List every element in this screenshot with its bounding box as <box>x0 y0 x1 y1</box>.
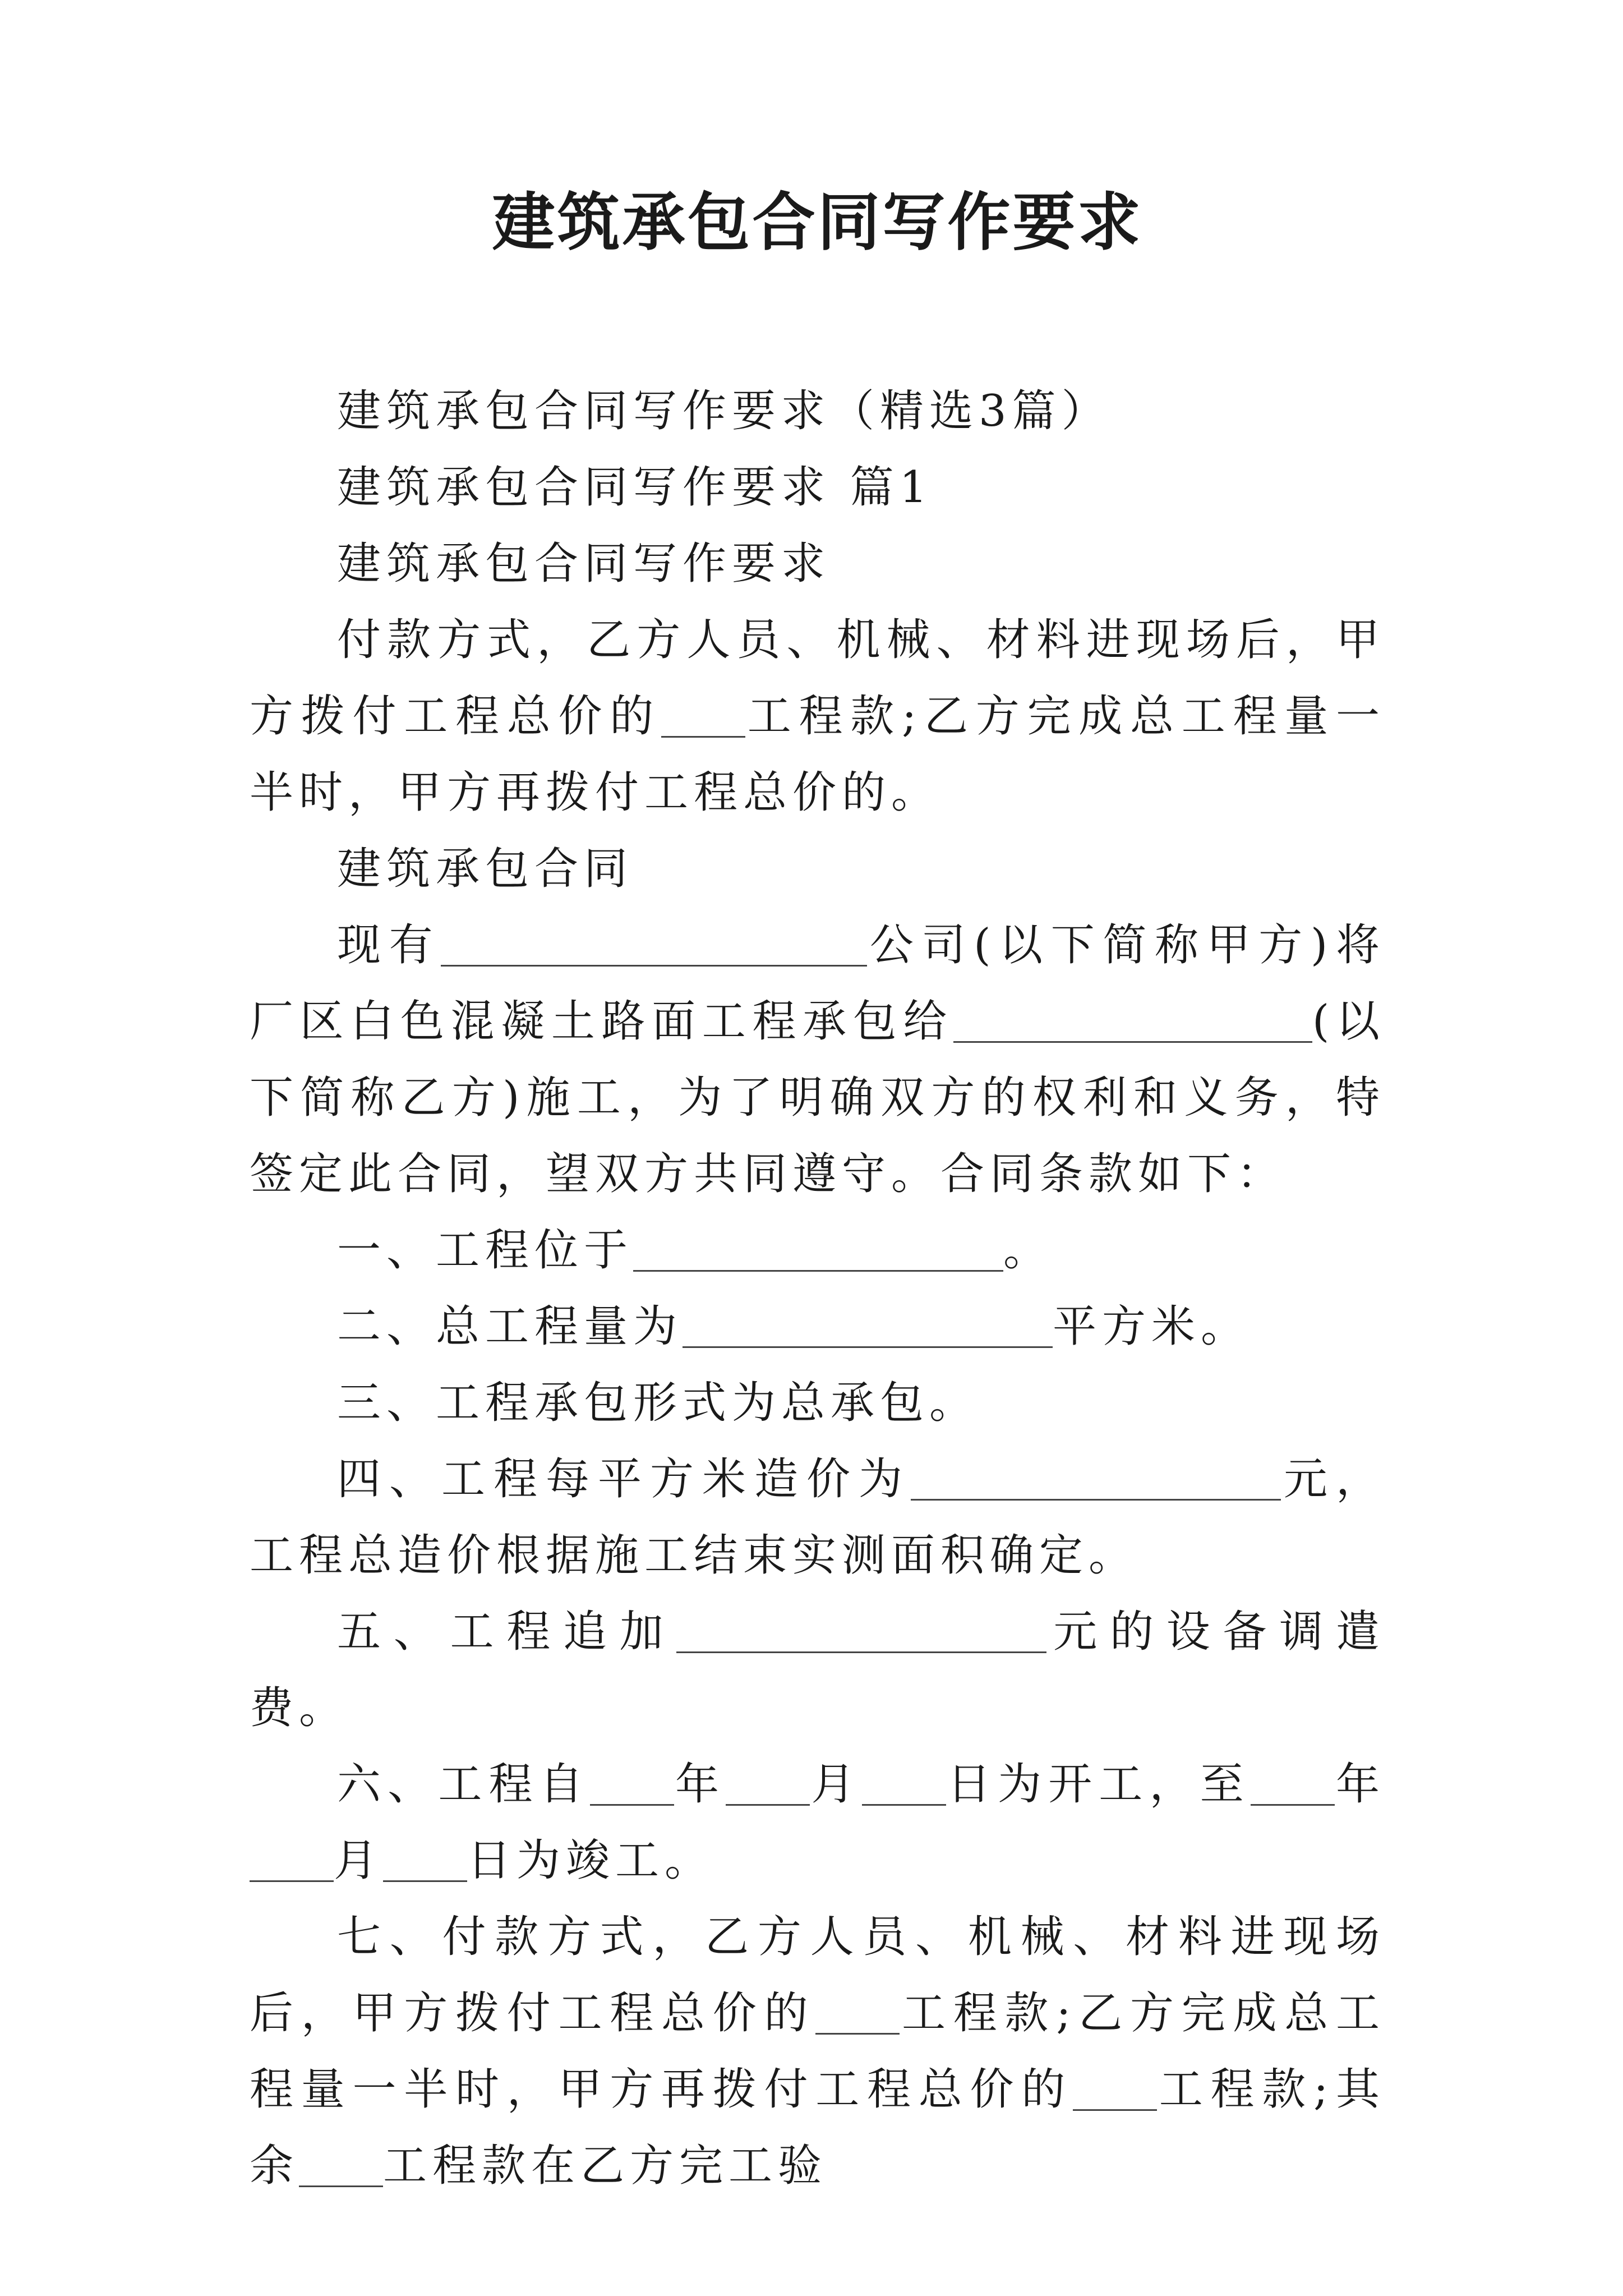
clause-6-end-year: 年 <box>1334 1759 1385 1810</box>
clause-7 <box>250 1899 1385 2204</box>
payment-text-a: 付款方式，乙方人员、机械、材料进现场后，甲方拨付工程总价的 <box>250 615 1385 742</box>
blank-line <box>441 920 867 967</box>
blank-line <box>862 1759 946 1806</box>
blank-line <box>633 1225 1003 1272</box>
clause-5 <box>250 1594 1385 1746</box>
clause-7-text-d: 工程款在乙方完工验 <box>383 2141 828 2191</box>
clause-1-end: 。 <box>1003 1225 1053 1276</box>
blank-line <box>661 691 745 738</box>
document-body <box>250 373 1385 2204</box>
blank-line <box>911 1454 1281 1501</box>
contract-text-now: 现有 <box>337 920 441 970</box>
clause-6-text: 六、工程自 <box>337 1759 590 1810</box>
clause-4 <box>250 1441 1385 1594</box>
section-heading-1: 建筑承包合同写作要求 <box>337 539 831 589</box>
contract-intro-paragraph <box>250 907 1385 1212</box>
intro-line: 建筑承包合同写作要求（精选3篇） <box>337 386 1111 436</box>
blank-line <box>683 1301 1053 1348</box>
document-page <box>250 0 1385 2296</box>
clause-6-start: 日为开工，至 <box>946 1759 1251 1810</box>
clause-1-text: 一、工程位于 <box>337 1225 634 1276</box>
section-heading-2: 建筑承包合同 <box>337 844 634 894</box>
clause-1 <box>250 1212 1385 1289</box>
blank-line <box>815 1988 900 2035</box>
clause-6-month: 月 <box>810 1759 862 1810</box>
part1-heading: 建筑承包合同写作要求 篇1 <box>337 462 933 513</box>
clause-5-end: 元的设备调遣费。 <box>250 1607 1385 1733</box>
clause-6 <box>250 1746 1385 1899</box>
clause-7-text-b: 工程款;乙方完成总工程量一半时，甲方再拨付工程总价的 <box>250 1988 1385 2115</box>
blank-line <box>250 1835 334 1882</box>
clause-6-end-month: 月 <box>334 1835 384 1886</box>
clause-2-end: 平方米。 <box>1053 1301 1251 1352</box>
blank-line <box>1251 1759 1335 1806</box>
clause-7-text-a: 七、付款方式，乙方人员、机械、材料进现场后，甲方拨付工程总价的 <box>250 1912 1385 2039</box>
blank-line <box>299 2141 383 2187</box>
blank-line <box>383 1835 467 1882</box>
clause-7-text-c: 工程款;其余 <box>250 2064 1385 2191</box>
clause-6-year: 年 <box>674 1759 726 1810</box>
payment-paragraph <box>250 602 1385 831</box>
blank-line <box>676 1607 1046 1653</box>
contract-text-rest: (以下简称乙方)施工，为了明确双方的权利和义务，特签定此合同，望双方共同遵守。合同条款如下： <box>250 996 1385 1199</box>
document-title: 建筑承包合同写作要求 <box>492 186 1143 259</box>
contract-text-company: 公司(以下简称甲方)将厂区白色混凝土路面工程承包给 <box>250 920 1385 1047</box>
blank-line <box>590 1759 674 1806</box>
clause-5-text: 五、工程追加 <box>337 1607 676 1657</box>
clause-4-text: 四、工程每平方米造价为 <box>337 1454 911 1504</box>
clause-6-end: 日为竣工。 <box>467 1835 714 1886</box>
payment-text-b: 工程款;乙方完成总工程量一半时，甲方再拨付工程总价的。 <box>250 691 1385 818</box>
clause-2-text: 二、总工程量为 <box>337 1301 683 1352</box>
clause-4-end: 元，工程总造价根据施工结束实测面积确定。 <box>250 1454 1385 1581</box>
blank-line <box>1073 2064 1157 2111</box>
clause-3: 三、工程承包形式为总承包。 <box>337 1378 979 1428</box>
clause-2 <box>250 1289 1385 1365</box>
blank-line <box>953 996 1312 1043</box>
blank-line <box>726 1759 810 1806</box>
